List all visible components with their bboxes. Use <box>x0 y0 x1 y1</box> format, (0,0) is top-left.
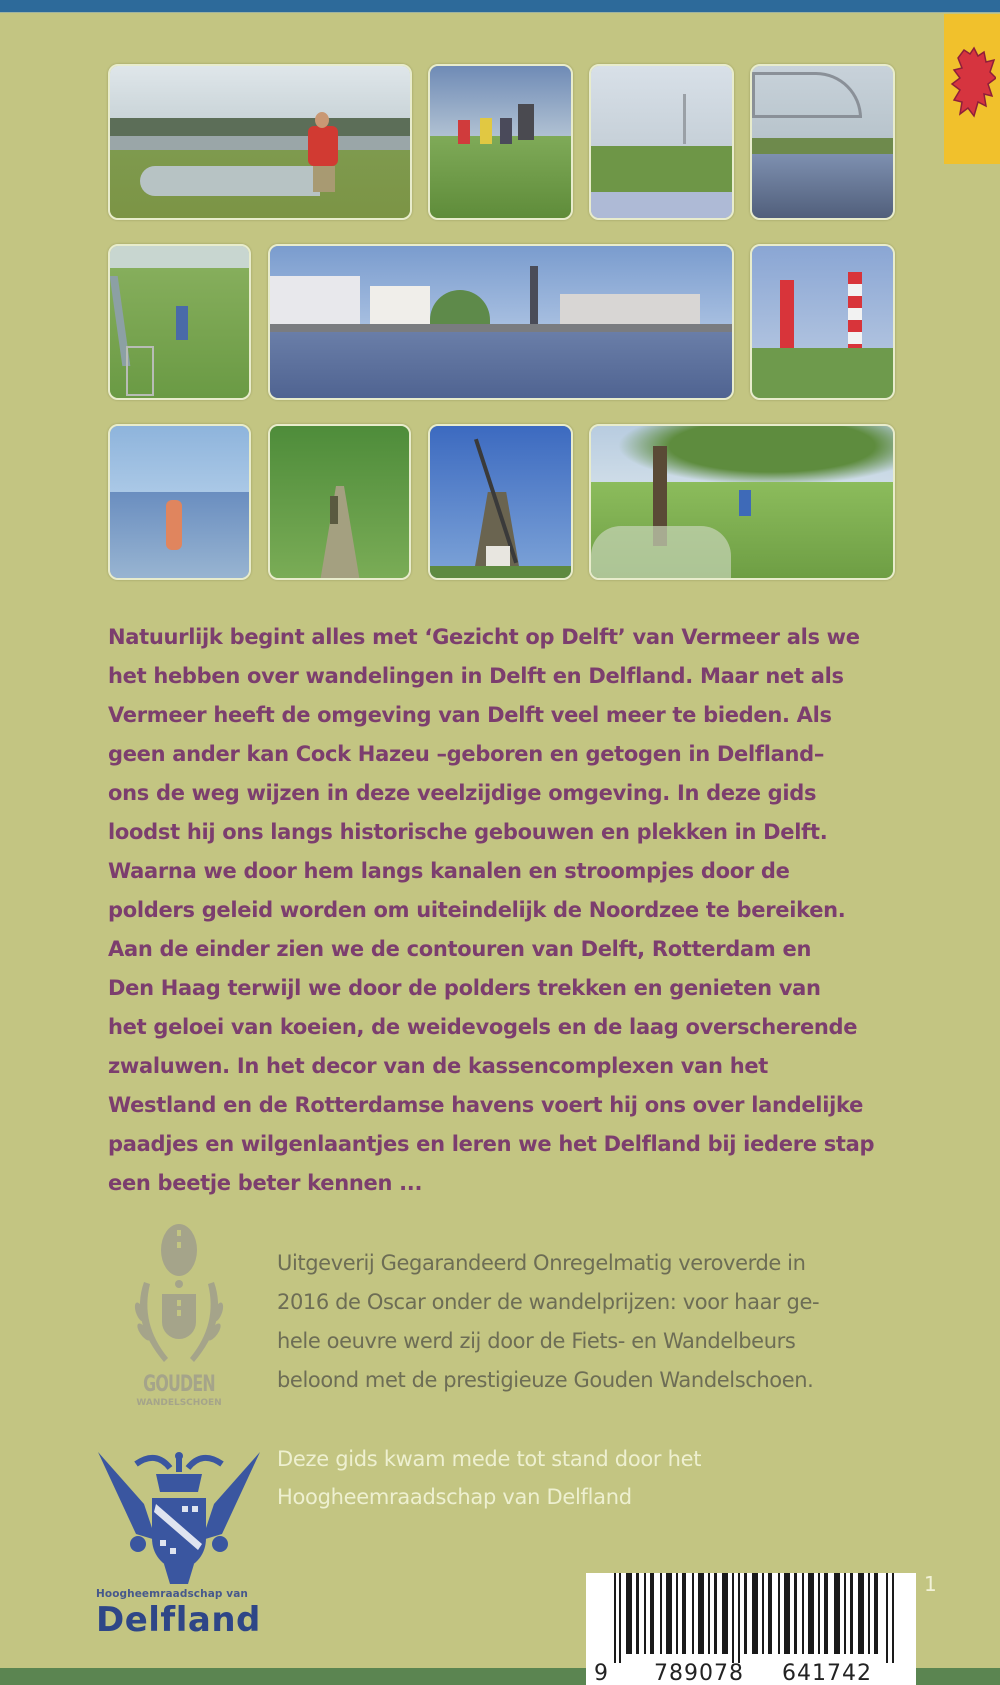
shoe-print-laurel-icon <box>124 1222 234 1372</box>
barcode-right-group: 641742 <box>782 1661 872 1685</box>
back-cover-blurb <box>108 618 918 1203</box>
photo-dike-path-gate <box>108 244 251 400</box>
barcode-digits <box>586 1661 916 1685</box>
barcode-left-group: 789078 <box>654 1661 744 1685</box>
blurb-line: Aan de einder zien we de contouren van Delft, Rotterdam en <box>108 937 812 961</box>
photo-delft-harbour-panorama <box>268 244 734 400</box>
sponsor-line: Hoogheemraadschap van Delfland <box>277 1485 632 1509</box>
isbn-barcode <box>586 1573 916 1685</box>
blurb-line: Vermeer heeft de omgeving van Delft veel meer te bieden. Als <box>108 703 832 727</box>
blurb-line: het hebben over wandelingen in Delft en Delfland. Maar net als <box>108 664 844 688</box>
gouden-wandelschoen-logo <box>124 1222 234 1412</box>
blurb-line: Den Haag terwijl we door de polders trekken en genieten van <box>108 976 821 1000</box>
south-holland-flag <box>944 14 1000 164</box>
photo-beach-swimmer <box>108 424 251 580</box>
barcode-bars-icon <box>614 1573 904 1663</box>
award-line: Uitgeverij Gegarandeerd Onregelmatig veroverde in <box>277 1251 806 1275</box>
double-headed-eagle-icon <box>96 1444 262 1586</box>
photo-bridge-reflection <box>750 64 895 220</box>
blurb-line: loodst hij ons langs historische gebouwen en plekken in Delft. <box>108 820 828 844</box>
blurb-line: ons de weg wijzen in deze veelzijdige omgeving. In deze gids <box>108 781 817 805</box>
blurb-line: Waarna we door hem langs kanalen en stroompjes door de <box>108 859 790 883</box>
photo-polder-skyline-tower <box>589 64 734 220</box>
blurb-line: Natuurlijk begint alles met ‘Gezicht op Delft’ van Vermeer als we <box>108 625 860 649</box>
award-logo-title: GOUDEN <box>143 1372 215 1397</box>
photo-forest-path <box>268 424 411 580</box>
award-text <box>277 1244 917 1400</box>
photo-walker-by-canal <box>108 64 412 220</box>
blurb-line: paadjes en wilgenlaantjes en leren we het Delfland bij iedere stap <box>108 1132 875 1156</box>
delfland-coat-of-arms <box>96 1444 262 1586</box>
award-logo-subtitle: WANDELSCHOEN <box>136 1398 222 1408</box>
barcode-addon-digit: 1 <box>924 1572 937 1596</box>
blurb-line: zwaluwen. In het decor van de kassencomplexen van het <box>108 1054 769 1078</box>
photo-red-white-lighthouses <box>750 244 895 400</box>
blurb-line: geen ander kan Cock Hazeu –geboren en getogen in Delfland– <box>108 742 825 766</box>
photo-group-walking-meadow <box>428 64 573 220</box>
award-line: hele oeuvre werd zij door de Fiets- en Wandelbeurs <box>277 1329 796 1353</box>
barcode-first-digit: 9 <box>594 1661 608 1685</box>
sponsor-line: Deze gids kwam mede tot stand door het <box>277 1447 702 1471</box>
top-blue-band <box>0 0 1000 13</box>
blurb-line: het geloei van koeien, de weidevogels en de laag overscherende <box>108 1015 858 1039</box>
sponsor-text <box>277 1440 797 1516</box>
blurb-line: een beetje beter kennen ... <box>108 1171 423 1195</box>
blurb-line: polders geleid worden om uiteindelijk de Noordzee te bereiken. <box>108 898 846 922</box>
photo-meadow-walker-tree <box>589 424 895 580</box>
photo-windmill <box>428 424 573 580</box>
blurb-line: Westland en de Rotterdamse havens voert hij ons over landelijke <box>108 1093 864 1117</box>
red-lion-flag-icon <box>950 44 996 124</box>
award-line: 2016 de Oscar onder de wandelprijzen: voor haar ge- <box>277 1290 820 1314</box>
delfland-logo-wordmark: Delfland <box>96 1600 261 1640</box>
delfland-logo-subtitle: Hoogheemraadschap van <box>96 1588 248 1600</box>
award-line: beloond met de prestigieuze Gouden Wandelschoen. <box>277 1368 814 1392</box>
